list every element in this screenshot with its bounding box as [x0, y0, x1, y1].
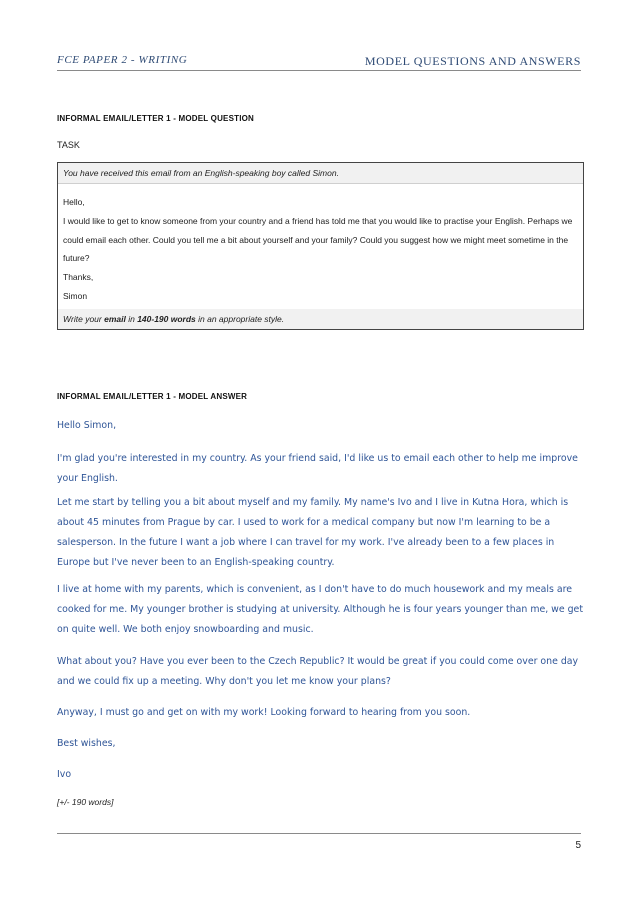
task-email-body	[58, 184, 583, 306]
page-header	[57, 52, 581, 71]
task-box	[57, 162, 584, 330]
answer-paragraph-5: Anyway, I must go and get on with my work! Looking forward to hearing from you soon.	[57, 707, 471, 718]
answer-section-title: INFORMAL EMAIL/LETTER 1 - MODEL ANSWER	[57, 392, 248, 401]
task-label: TASK	[57, 140, 80, 150]
instruction-prefix: Write your	[63, 314, 105, 324]
footer-rule	[57, 833, 581, 834]
instruction-words: 140-190 words	[137, 314, 196, 324]
instruction-mid: in	[125, 314, 138, 324]
page-number: 5	[575, 840, 581, 851]
word-count: [+/- 190 words]	[57, 797, 114, 807]
instruction-suffix: in an appropriate style.	[195, 314, 285, 324]
question-section-title: INFORMAL EMAIL/LETTER 1 - MODEL QUESTION	[57, 114, 255, 123]
answer-closing: Best wishes,	[57, 738, 116, 749]
header-right-title: MODEL QUESTIONS AND ANSWERS	[364, 54, 581, 68]
task-greeting: Hello,	[63, 197, 85, 207]
header-left-title: FCE PAPER 2 - WRITING	[57, 54, 188, 66]
answer-paragraph-3: I live at home with my parents, which is convenient, as I don't have to do much housework and my meals are cooked for me. My younger brother is studying at university. Although he is four years younger than me, we get on quite well. We both enjoy snowboarding and music.	[57, 584, 583, 635]
answer-paragraph-2: Let me start by telling you a bit about myself and my family. My name's Ivo and I live in Kutna Hora, which is about 45 minutes from Prague by car. I used to work for a medical company but now I'm learning to be a salesperson. In the future I want a job where I can travel for my work. I've already been to a few places in Europe but I've never been to an English-speaking country.	[57, 497, 569, 568]
answer-paragraph-1: I'm glad you're interested in my country. As your friend said, I'd like us to email each other to help me improve your English.	[57, 453, 578, 484]
answer-greeting: Hello Simon,	[57, 420, 117, 431]
task-thanks: Thanks,	[63, 272, 94, 283]
answer-signature: Ivo	[57, 769, 72, 780]
task-signature: Simon	[63, 290, 88, 301]
task-instruction	[58, 309, 583, 329]
answer-paragraph-4: What about you? Have you ever been to the Czech Republic? It would be great if you could come over one day and we could fix up a meeting. Why don't you let me know your plans?	[57, 656, 579, 687]
instruction-email: email	[104, 314, 126, 324]
task-intro: You have received this email from an English-speaking boy called Simon.	[58, 163, 583, 184]
task-message: I would like to get to know someone from your country and a friend has told me that you would like to practise your English. Perhaps we could email each other. Could you tell me a bit about yourself and your family? Could you suggest how we might meet sometime in the future?	[63, 215, 573, 264]
